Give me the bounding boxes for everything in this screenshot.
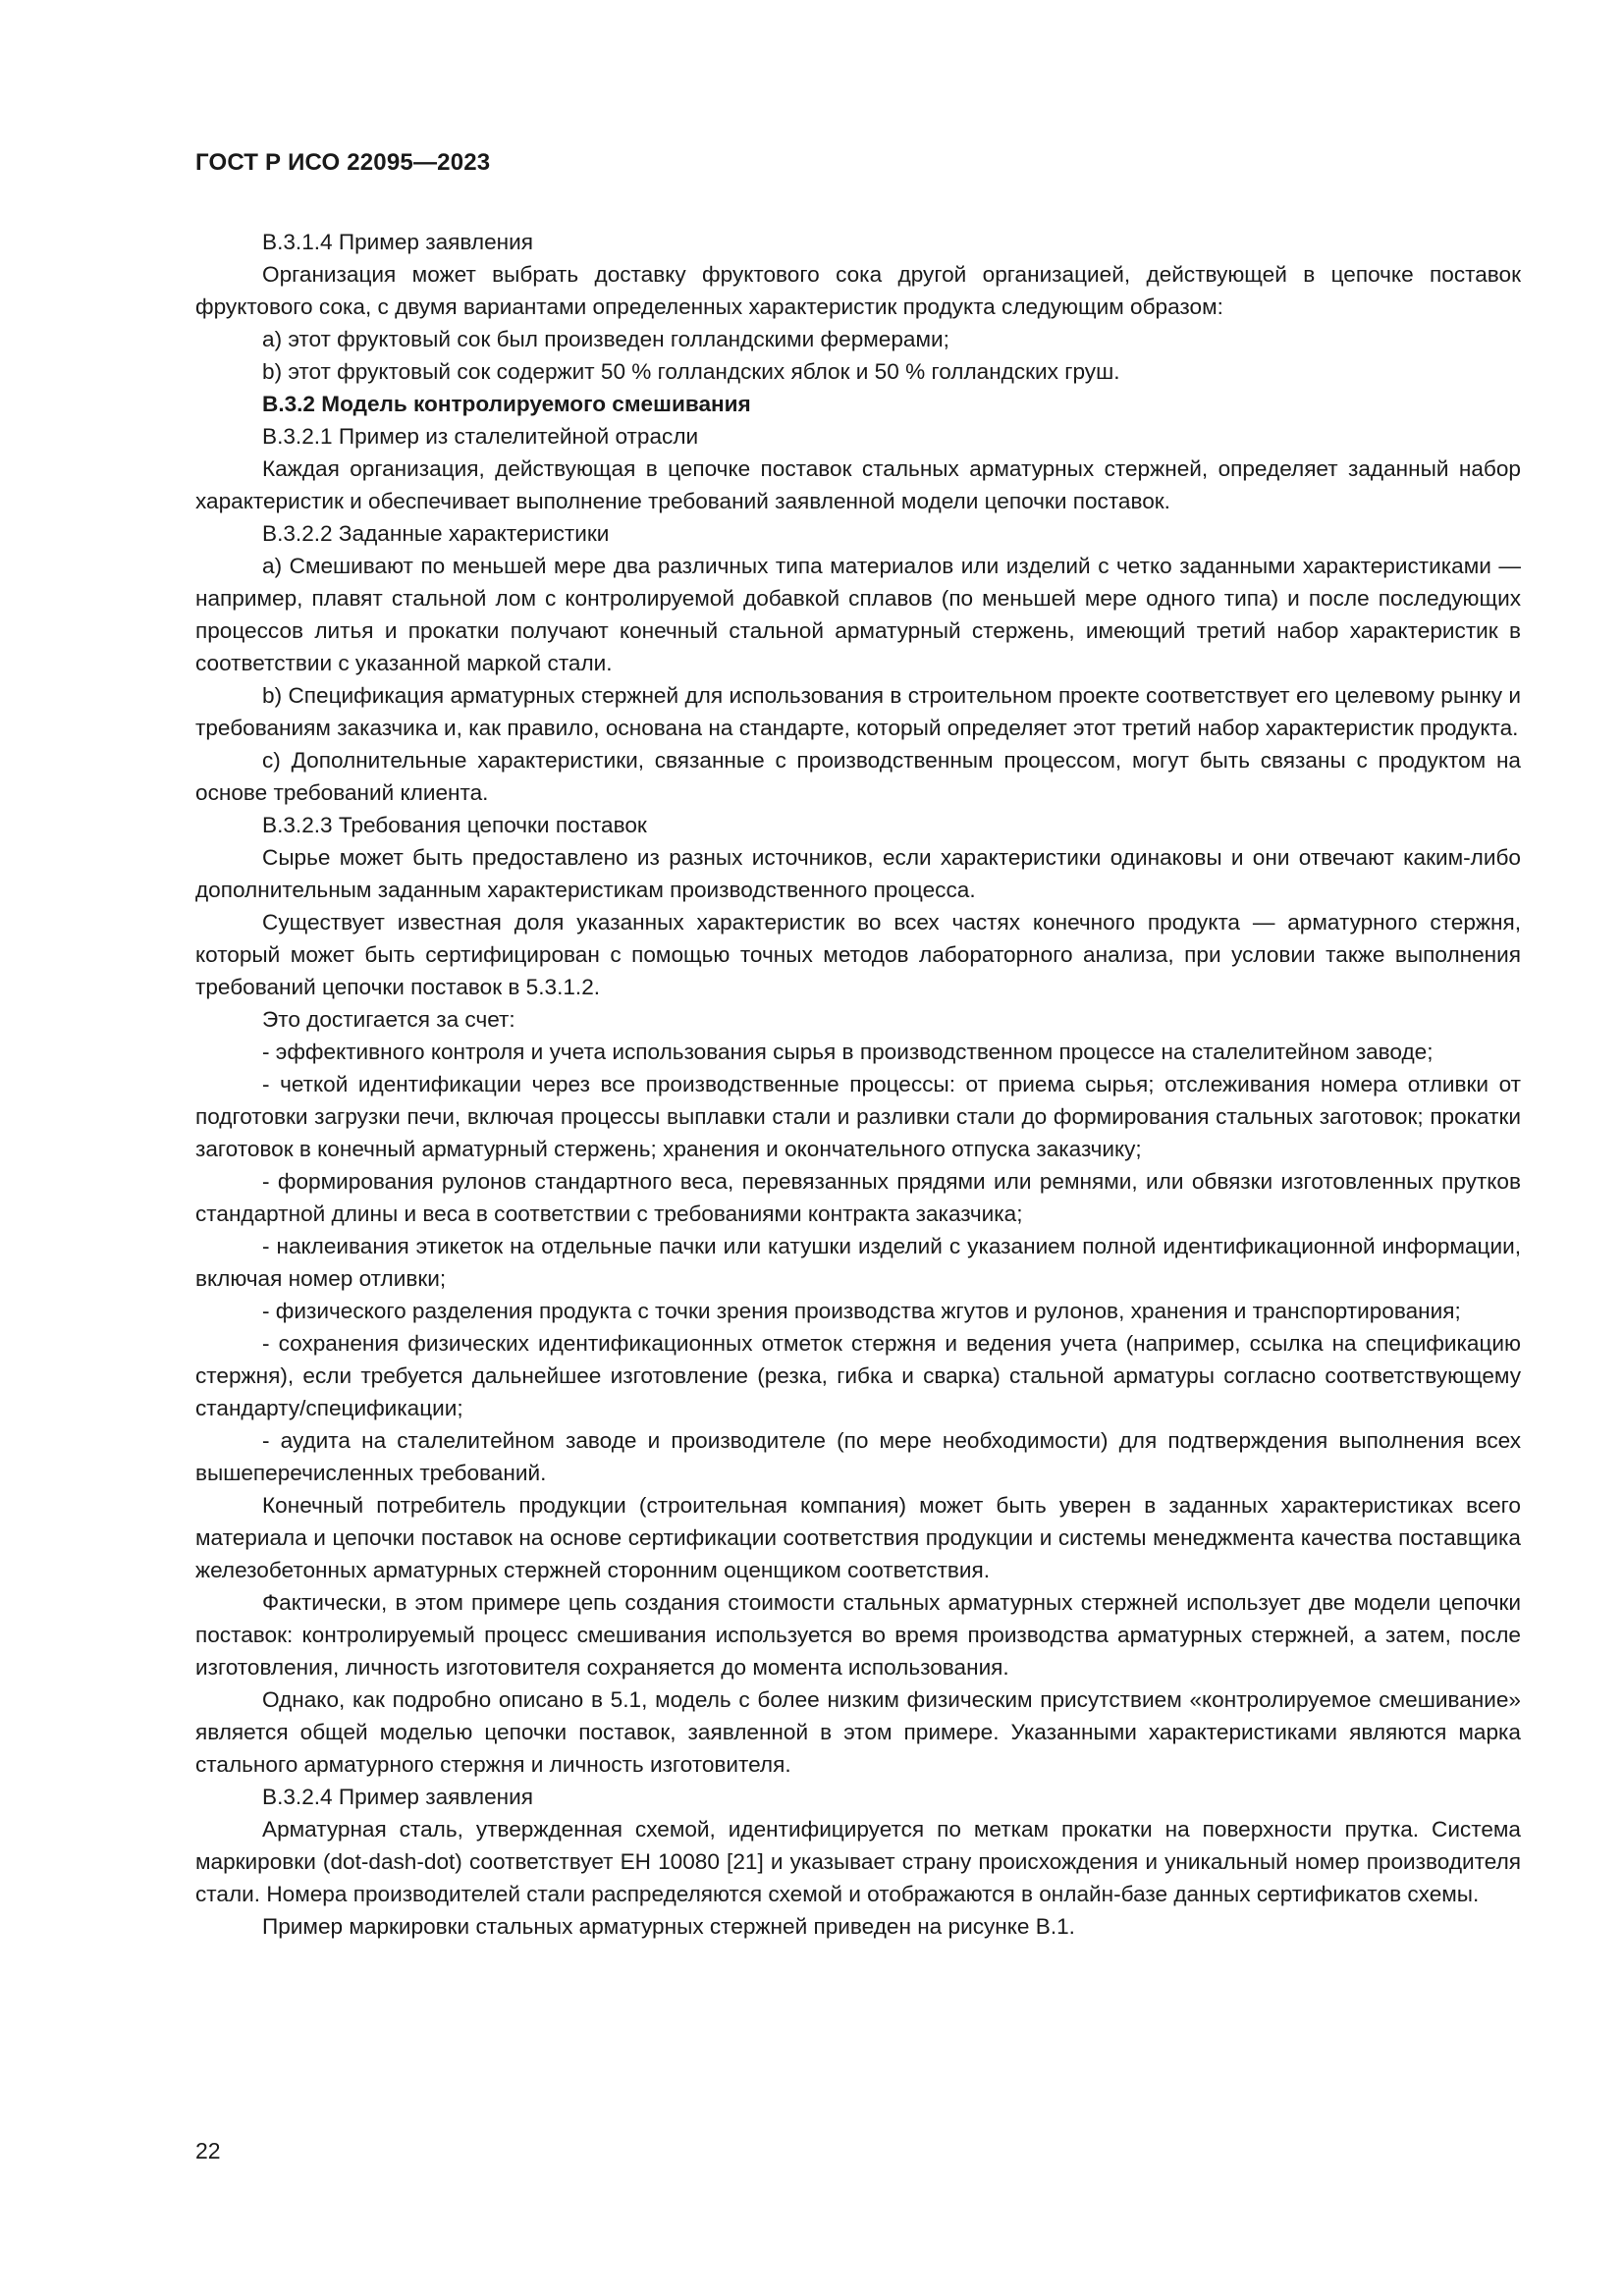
paragraph: В.3.2.4 Пример заявления bbox=[262, 1785, 533, 1809]
paragraph: Арматурная сталь, утвержденная схемой, идентифицируется по меткам прокатки на поверхности прутка. Система маркировки (dot-dash-dot) соответствует ЕН 10080 [21] и указывает страну происхождения и уникальный номер производителя стали. Номера производителей стали распределяются схемой и отображаются в онлайн-базе данных сертификатов схемы. bbox=[195, 1817, 1521, 1906]
paragraph: a) этот фруктовый сок был произведен голландскими фермерами; bbox=[262, 327, 949, 351]
paragraph: Существует известная доля указанных характеристик во всех частях конечного продукта — арматурного стержня, который может быть сертифицирован с помощью точных методов лабораторного анализа, при условии также выполнения требований цепочки поставок в 5.3.1.2. bbox=[195, 910, 1521, 999]
list-item: - физического разделения продукта с точки зрения производства жгутов и рулонов, хранения и транспортирования; bbox=[262, 1299, 1461, 1323]
paragraph: b) Спецификация арматурных стержней для использования в строительном проекте соответствует его целевому рынку и требованиям заказчика и, как правило, основана на стандарте, который определяет этот третий набор характеристик продукта. bbox=[195, 683, 1521, 740]
document-body bbox=[195, 226, 1521, 1943]
list-item: - четкой идентификации через все производственные процессы: от приема сырья; отслеживания номера отливки от подготовки загрузки печи, включая процессы выплавки стали и разливки стали до формирования стальных заготовок; прокатки заготовок в конечный арматурный стержень; хранения и окончательного отпуска заказчику; bbox=[195, 1072, 1521, 1161]
list-item: - аудита на сталелитейном заводе и производителе (по мере необходимости) для подтверждения выполнения всех вышеперечисленных требований. bbox=[195, 1428, 1521, 1485]
paragraph: Фактически, в этом примере цепь создания стоимости стальных арматурных стержней использует две модели цепочки поставок: контролируемый процесс смешивания используется во время производства арматурных стержней, а затем, после изготовления, личность изготовителя сохраняется до момента использования. bbox=[195, 1590, 1521, 1680]
page-number: 22 bbox=[195, 2138, 221, 2163]
paragraph: В.3.2.1 Пример из сталелитейной отрасли bbox=[262, 424, 699, 449]
paragraph: Сырье может быть предоставлено из разных источников, если характеристики одинаковы и они отвечают каким-либо дополнительным заданным характеристикам производственного процесса. bbox=[195, 845, 1521, 902]
list-item: - формирования рулонов стандартного веса, перевязанных прядями или ремнями, или обвязки изготовленных прутков стандартной длины и веса в соответствии с требованиями контракта заказчика; bbox=[195, 1169, 1521, 1226]
paragraph: Каждая организация, действующая в цепочке поставок стальных арматурных стержней, определяет заданный набор характеристик и обеспечивает выполнение требований заявленной модели цепочки поставок. bbox=[195, 456, 1521, 513]
paragraph: В.3.1.4 Пример заявления bbox=[262, 230, 533, 254]
paragraph: Пример маркировки стальных арматурных стержней приведен на рисунке В.1. bbox=[262, 1914, 1075, 1939]
list-item: - наклеивания этикеток на отдельные пачки или катушки изделий с указанием полной идентификационной информации, включая номер отливки; bbox=[195, 1234, 1521, 1291]
paragraph: В.3.2.3 Требования цепочки поставок bbox=[262, 813, 647, 837]
paragraph: Это достигается за счет: bbox=[262, 1007, 515, 1032]
paragraph: Конечный потребитель продукции (строительная компания) может быть уверен в заданных характеристиках всего материала и цепочки поставок на основе сертификации соответствия продукции и системы менеджмента качества поставщика железобетонных арматурных стержней сторонним оценщиком соответствия. bbox=[195, 1493, 1521, 1582]
paragraph: a) Смешивают по меньшей мере два различных типа материалов или изделий с четко заданными характеристиками — например, плавят стальной лом с контролируемой добавкой сплавов (по меньшей мере одного типа) и после последующих процессов литья и прокатки получают конечный стальной арматурный стержень, имеющий третий набор характеристик в соответствии с указанной маркой стали. bbox=[195, 554, 1521, 675]
section-heading: В.3.2 Модель контролируемого смешивания bbox=[262, 392, 751, 416]
list-item: - сохранения физических идентификационных отметок стержня и ведения учета (например, ссылка на спецификацию стержня), если требуется дальнейшее изготовление (резка, гибка и сварка) стальной арматуры согласно соответствующему стандарту/спецификации; bbox=[195, 1331, 1521, 1420]
paragraph: В.3.2.2 Заданные характеристики bbox=[262, 521, 610, 546]
paragraph: Однако, как подробно описано в 5.1, модель с более низким физическим присутствием «контролируемое смешивание» является общей моделью цепочки поставок, заявленной в этом примере. Указанными характеристиками являются марка стального арматурного стержня и личность изготовителя. bbox=[195, 1687, 1521, 1777]
document-header: ГОСТ Р ИСО 22095—2023 bbox=[195, 149, 491, 176]
list-item: - эффективного контроля и учета использования сырья в производственном процессе на сталелитейном заводе; bbox=[262, 1040, 1434, 1064]
paragraph: Организация может выбрать доставку фруктового сока другой организацией, действующей в цепочке поставок фруктового сока, с двумя вариантами определенных характеристик продукта следующим образом: bbox=[195, 262, 1521, 319]
paragraph: b) этот фруктовый сок содержит 50 % голландских яблок и 50 % голландских груш. bbox=[262, 359, 1120, 384]
paragraph: c) Дополнительные характеристики, связанные с производственным процессом, могут быть связаны с продуктом на основе требований клиента. bbox=[195, 748, 1521, 805]
